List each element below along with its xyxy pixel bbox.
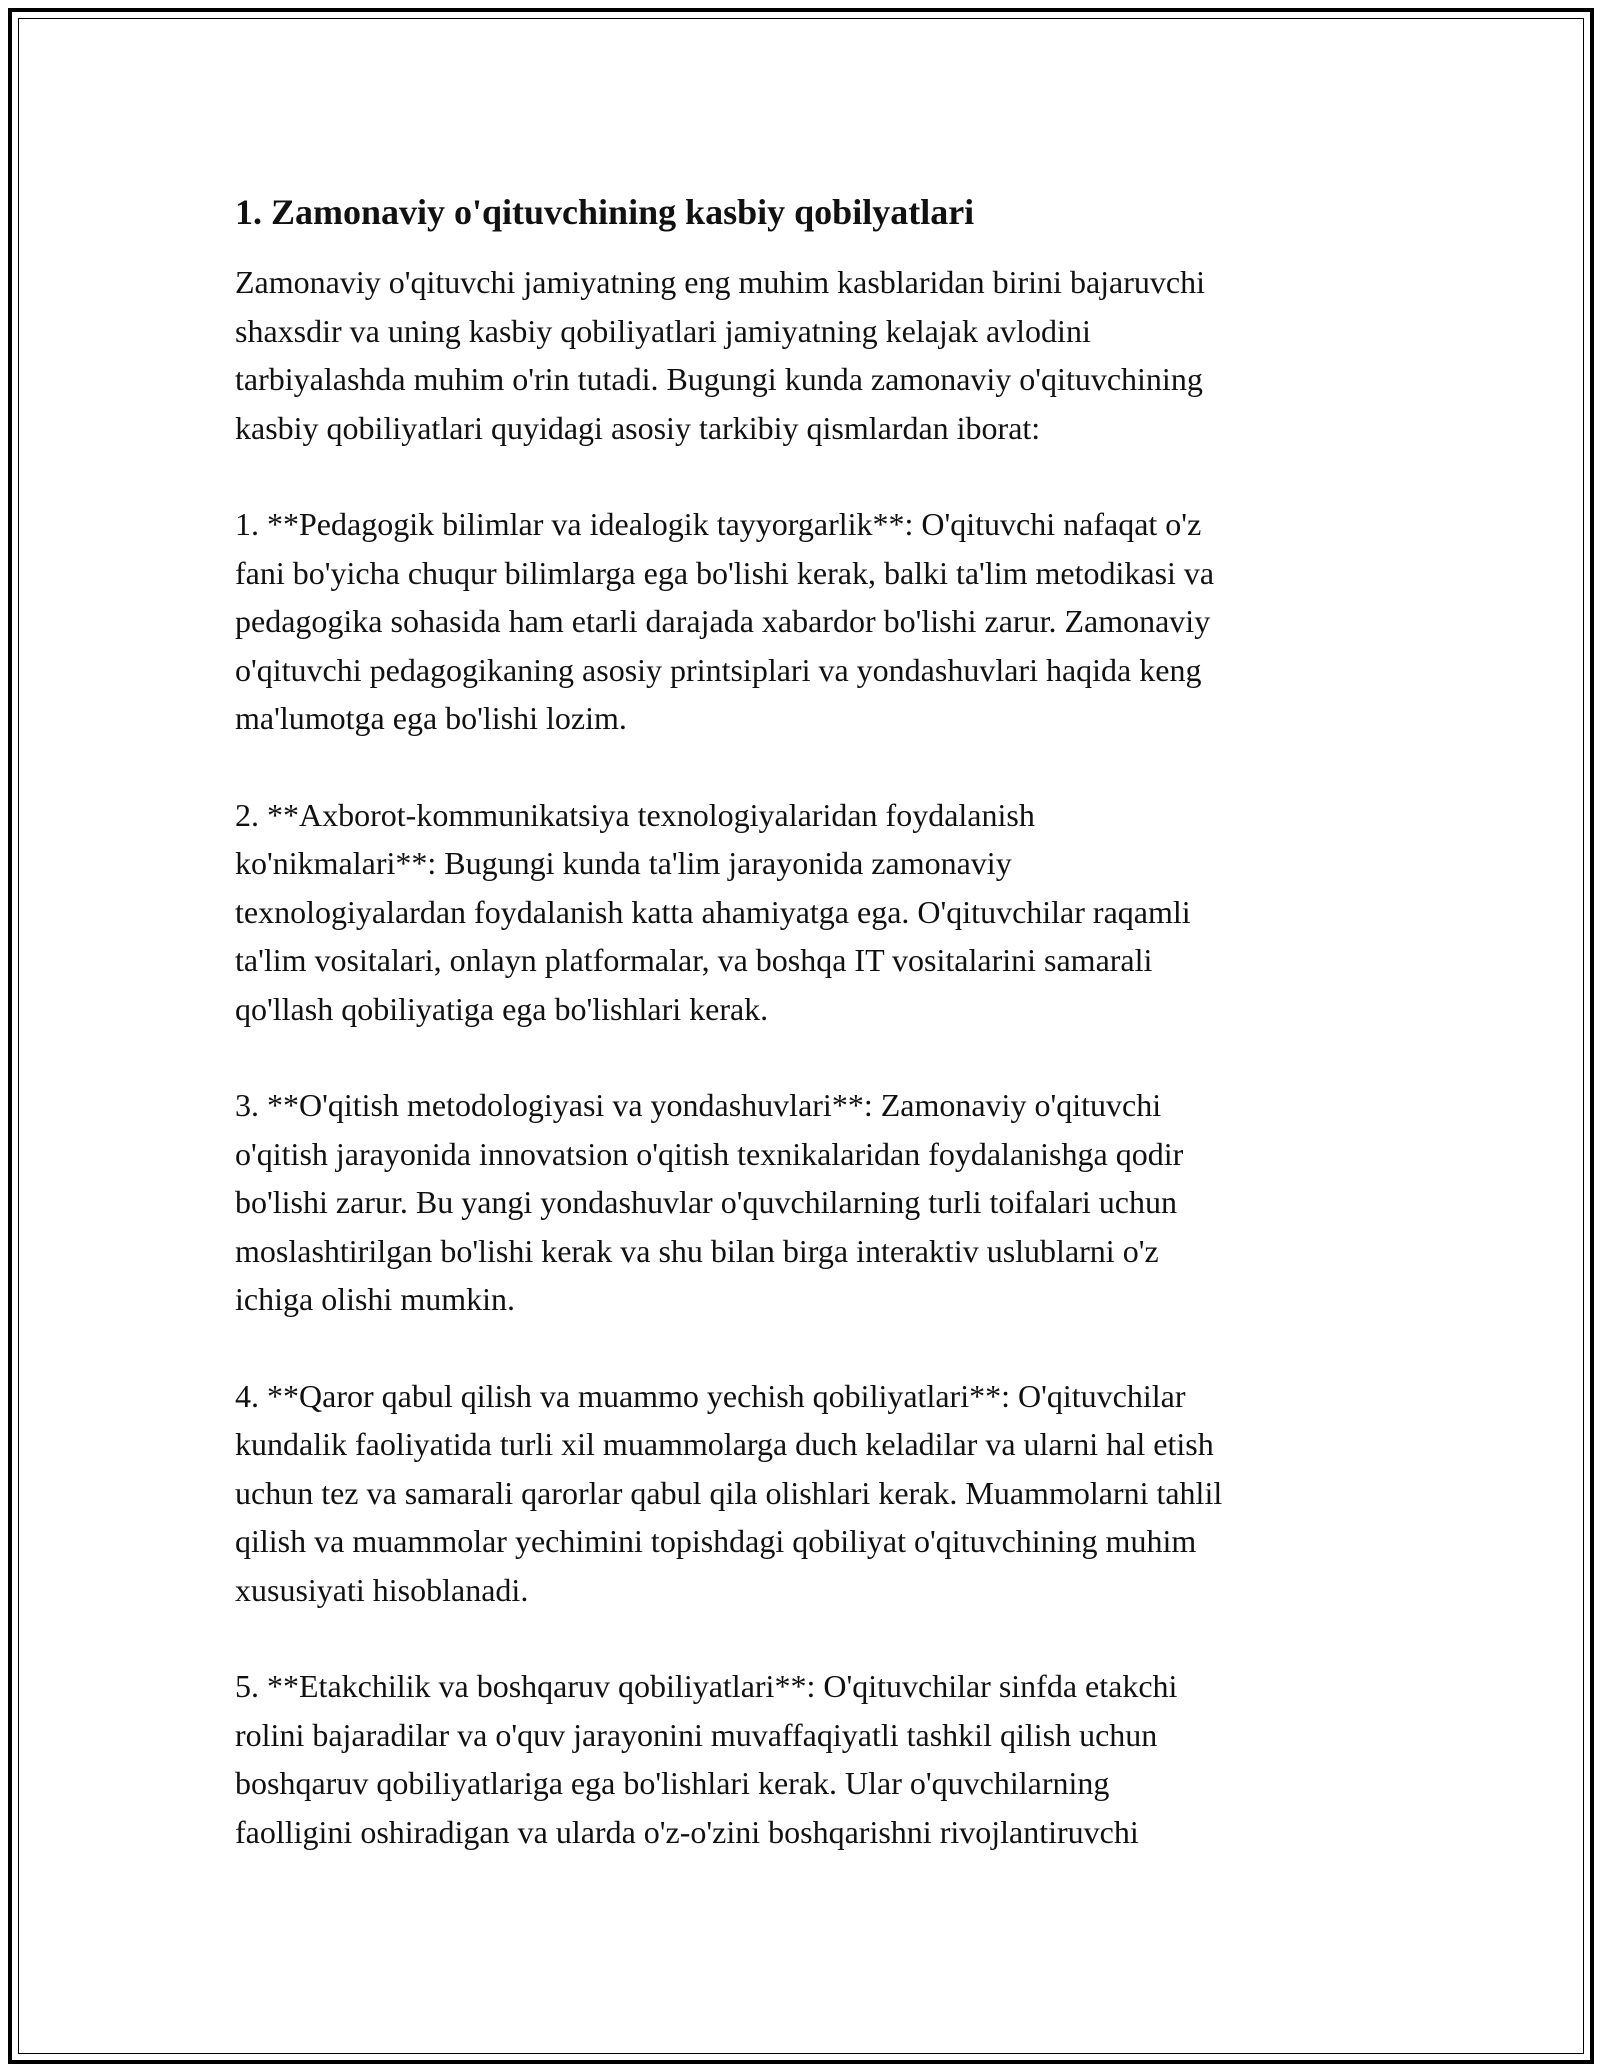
list-item-teaching-methodology: 3. **O'qitish metodologiyasi va yondashuvlari**: Zamonaviy o'qituvchi o'qitish jarayonida innovatsion o'qitish texnikalaridan foydalanishga qodir bo'lishi zarur. Bu yangi yondashuvlar o'quvchilarning turli toifalari uchun moslashtirilgan bo'lishi kerak va shu bilan birga interaktiv uslublarni o'z ichiga olishi mumkin.	[235, 1087, 1184, 1317]
list-item-leadership: 5. **Etakchilik va boshqaruv qobiliyatlari**: O'qituvchilar sinfda etakchi rolini bajaradilar va o'quv jarayonini muvaffaqiyatli tashkil qilish uchun boshqaruv qobiliyatlariga ega bo'lishlari kerak. Ular o'quvchilarning faolligini oshiradigan va ularda o'z-o'zini boshqarishni rivojlantiruvchi	[235, 1668, 1178, 1850]
list-item-decision-making: 4. **Qaror qabul qilish va muammo yechish qobiliyatlari**: O'qituvchilar kundalik faoliyatida turli xil muammolarga duch keladilar va ularni hal etish uchun tez va samarali qarorlar qabul qila olishlari kerak. Muammolarni tahlil qilish va muammolar yechimini topishdagi qobiliyat o'qituvchining muhim xususiyati hisoblanadi.	[235, 1377, 1223, 1608]
document-body	[235, 186, 1385, 1904]
section-heading: 1. Zamonaviy o'qituvchining kasbiy qobilyatlari	[235, 192, 975, 232]
list-item-pedagogical-knowledge: 1. **Pedagogik bilimlar va idealogik tayyorgarlik**: O'qituvchi nafaqat o'z fani bo'yicha chuqur bilimlarga ega bo'lishi kerak, balki ta'lim metodikasi va pedagogika sohasida ham etarli darajada xabardor bo'lishi zarur. Zamonaviy o'qituvchi pedagogikaning asosiy printsiplari va yondashuvlari haqida keng ma'lumotga ega bo'lishi lozim.	[235, 506, 1215, 736]
list-item-ict-skills: 2. **Axborot-kommunikatsiya texnologiyalaridan foydalanish ko'nikmalari**: Bugungi kunda ta'lim jarayonida zamonaviy texnologiyalardan foydalanish katta ahamiyatga ega. O'qituvchilar raqamli ta'lim vositalari, onlayn platformalar, va boshqa IT vositalarini samarali qo'llash qobiliyatiga ega bo'lishlari kerak.	[235, 796, 1191, 1027]
intro-paragraph: Zamonaviy o'qituvchi jamiyatning eng muhim kasblaridan birini bajaruvchi shaxsdir va uning kasbiy qobiliyatlari jamiyatning kelajak avlodini tarbiyalashda muhim o'rin tutadi. Bugungi kunda zamonaviy o'qituvchining kasbiy qobiliyatlari quyidagi asosiy tarkibiy qismlardan iborat:	[235, 264, 1205, 446]
